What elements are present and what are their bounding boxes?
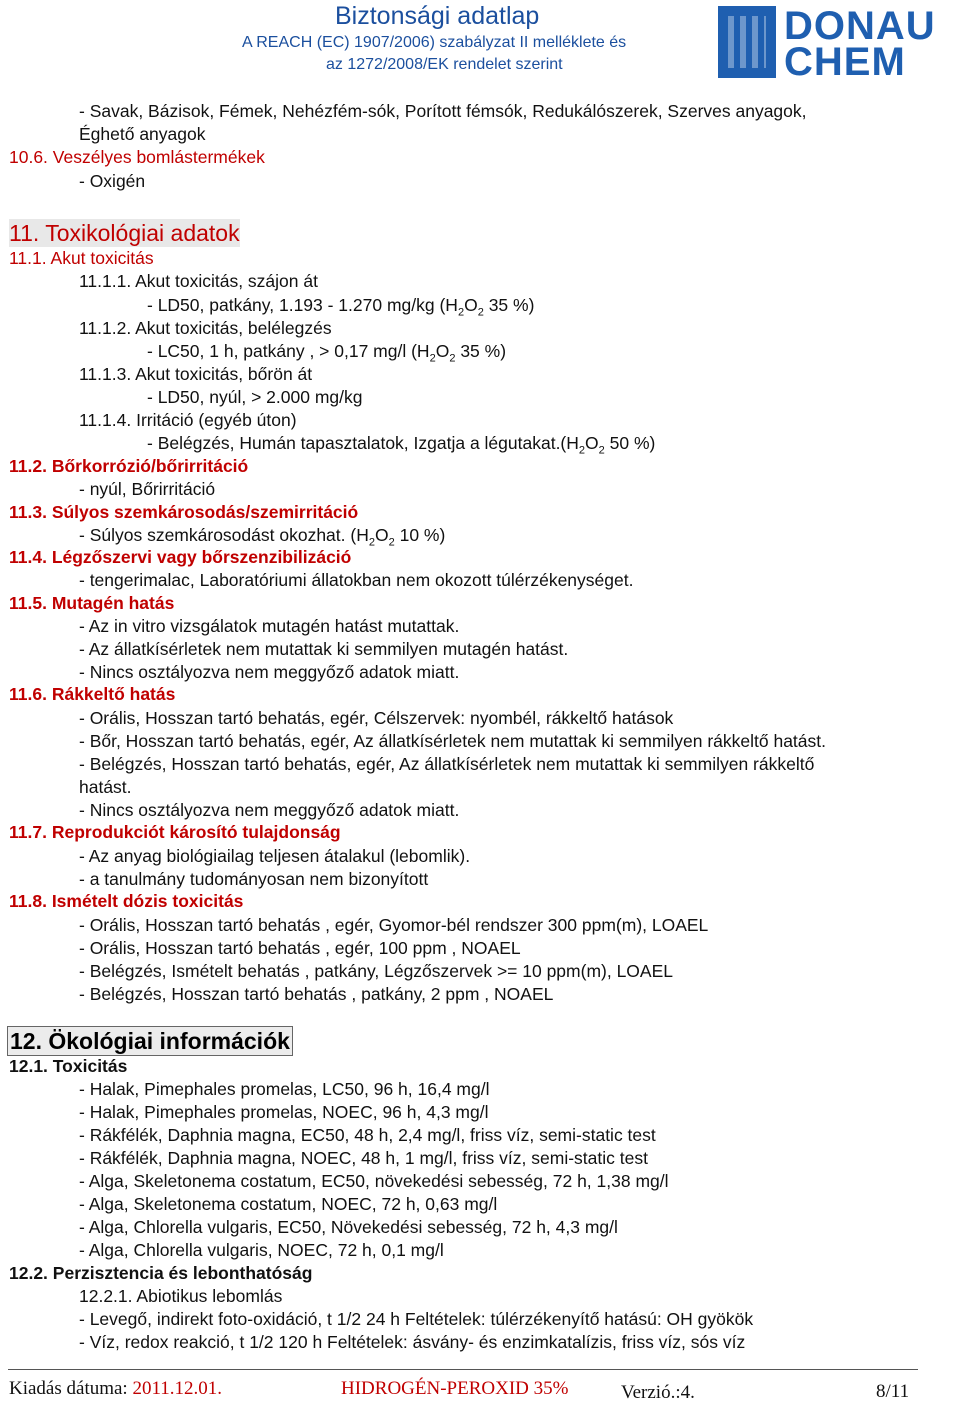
mutagen-entry-2: - Az állatkísérletek nem mutattak ki semmilyen mutagén hatást. xyxy=(79,639,569,659)
degradation-entry-2: - Víz, redox reakció, t 1/2 120 h Feltételek: ásvány- és enzimkatalízis, friss víz, sós víz xyxy=(79,1332,746,1352)
regulation-line-1: A REACH (EC) 1907/2006) szabályzat II melléklete és xyxy=(242,34,627,51)
logo-emblem-icon xyxy=(718,6,776,78)
repeat-dose-entry-1: - Orális, Hosszan tartó behatás , egér, Gyomor-bél rendszer 300 ppm(m), LOAEL xyxy=(79,915,709,935)
ecotox-entry-3: - Rákfélék, Daphnia magna, EC50, 48 h, 2,4 mg/l, friss víz, semi-static test xyxy=(79,1125,656,1145)
subsection-11-1-4: 11.1.4. Irritáció (egyéb úton) xyxy=(79,410,297,430)
subsection-12-2: 12.2. Perzisztencia és lebonthatóság xyxy=(9,1263,313,1283)
subsection-11-1-1: 11.1.1. Akut toxicitás, szájon át xyxy=(79,271,318,291)
mutagen-entry-1: - Az in vitro vizsgálatok mutagén hatást mutattak. xyxy=(79,616,460,636)
carcino-entry-3-cont: hatást. xyxy=(79,777,132,797)
ecotox-entry-4: - Rákfélék, Daphnia magna, NOEC, 48 h, 1 mg/l, friss víz, semi-static test xyxy=(79,1148,648,1168)
ecotox-entry-7: - Alga, Chlorella vulgaris, EC50, Növekedési sebesség, 72 h, 4,3 mg/l xyxy=(79,1217,618,1237)
inhal-lc50: - LC50, 1 h, patkány , > 0,17 mg/l ($H_2O_2$ 35 %) xyxy=(147,341,507,365)
eye-damage-entry: - Súlyos szemkárosodást okozhat. ($H_2O_2$ 10 %) xyxy=(79,525,446,549)
carcino-entry-3: - Belégzés, Hosszan tartó behatás, egér, Az állatkísérletek nem mutattak ki semmilyen rákkeltő xyxy=(79,754,815,774)
repeat-dose-entry-2: - Orális, Hosszan tartó behatás , egér, 100 ppm , NOAEL xyxy=(79,938,521,958)
subsection-11-1: 11.1. Akut toxicitás xyxy=(9,248,154,268)
incompat-line-1: - Savak, Bázisok, Fémek, Nehézfém-sók, Porított fémsók, Redukálószerek, Szerves anyagok, xyxy=(79,101,807,121)
subsection-11-8: 11.8. Ismételt dózis toxicitás xyxy=(9,891,244,911)
sensitisation-entry: - tengerimalac, Laboratóriumi állatokban nem okozott túlérzékenységet. xyxy=(79,570,634,590)
subsection-12-2-1: 12.2.1. Abiotikus lebomlás xyxy=(79,1286,283,1306)
mutagen-entry-3: - Nincs osztályozva nem meggyőző adatok miatt. xyxy=(79,662,460,682)
repeat-dose-entry-4: - Belégzés, Hosszan tartó behatás , patkány, 2 ppm , NOAEL xyxy=(79,984,554,1004)
ecotox-entry-1: - Halak, Pimephales promelas, LC50, 96 h, 16,4 mg/l xyxy=(79,1079,490,1099)
repro-entry-1: - Az anyag biológiailag teljesen átalakul (lebomlik). xyxy=(79,846,471,866)
subsection-11-6: 11.6. Rákkeltő hatás xyxy=(9,684,176,704)
skin-irritation-entry: - nyúl, Bőrirritáció xyxy=(79,479,216,499)
decomp-product: - Oxigén xyxy=(79,171,146,191)
subsection-11-3: 11.3. Súlyos szemkárosodás/szemirritáció xyxy=(9,502,359,522)
regulation-line-2: az 1272/2008/EK rendelet szerint xyxy=(326,56,563,73)
carcino-entry-2: - Bőr, Hosszan tartó behatás, egér, Az állatkísérletek nem mutattak ki semmilyen rákkeltő hatást. xyxy=(79,731,827,751)
subsection-11-5: 11.5. Mutagén hatás xyxy=(9,593,175,613)
irritation-entry: - Belégzés, Humán tapasztalatok, Izgatja a $légutakat.(H_2O_2$ 50 %) xyxy=(147,433,656,457)
repeat-dose-entry-3: - Belégzés, Ismételt behatás , patkány, Légzőszervek >= 10 ppm(m), LOAEL xyxy=(79,961,674,981)
subsection-12-1: 12.1. Toxicitás xyxy=(9,1056,128,1076)
carcino-entry-4: - Nincs osztályozva nem meggyőző adatok miatt. xyxy=(79,800,460,820)
oral-ld50: - LD50, patkány, 1.193 - 1.270 mg/kg ($H_2O_2$ 35 %) xyxy=(147,295,535,319)
subsection-11-7: 11.7. Reprodukciót károsító tulajdonság xyxy=(9,822,341,842)
subsection-11-1-3: 11.1.3. Akut toxicitás, bőrön át xyxy=(79,364,313,384)
subsection-10-6: 10.6. Veszélyes bomlástermékek xyxy=(9,147,265,167)
degradation-entry-1: - Levegő, indirekt foto-oxidáció, t 1/2 24 h Feltételek: túlérzékenyítő hatású: OH gyökök xyxy=(79,1309,754,1329)
ecotox-entry-2: - Halak, Pimephales promelas, NOEC, 96 h, 4,3 mg/l xyxy=(79,1102,489,1122)
subsection-11-4: 11.4. Légzőszervi vagy bőrszenzibilizáció xyxy=(9,547,352,567)
footer-divider xyxy=(8,1369,918,1370)
logo-word-1: DONAU xyxy=(784,4,936,48)
carcino-entry-1: - Orális, Hosszan tartó behatás, egér, Célszervek: nyombél, rákkeltő hatások xyxy=(79,708,674,728)
subsection-11-1-2: 11.1.2. Akut toxicitás, belélegzés xyxy=(79,318,332,338)
ecotox-entry-6: - Alga, Skeletonema costatum, NOEC, 72 h, 0,63 mg/l xyxy=(79,1194,498,1214)
section-12-heading: 12. Ökológiai információk xyxy=(7,1026,293,1056)
section-11-heading: 11. Toxikológiai adatok xyxy=(9,220,240,246)
ecotox-entry-5: - Alga, Skeletonema costatum, EC50, növekedési sebesség, 72 h, 1,38 mg/l xyxy=(79,1171,669,1191)
footer-version: Verzió.:4. xyxy=(621,1382,695,1403)
repro-entry-2: - a tanulmány tudományosan nem bizonyított xyxy=(79,869,429,889)
incompat-line-2: Éghető anyagok xyxy=(79,124,206,144)
page-header xyxy=(0,0,960,84)
footer-page-number: 8/11 xyxy=(876,1381,910,1402)
footer-issue-date: Kiadás dátuma: 2011.12.01. xyxy=(9,1378,223,1399)
subsection-11-2: 11.2. Bőrkorrózió/bőrirritáció xyxy=(9,456,249,476)
dermal-ld50: - LD50, nyúl, > 2.000 mg/kg xyxy=(147,387,363,407)
donau-chem-logo xyxy=(718,2,958,86)
logo-word-2: CHEM xyxy=(784,40,906,84)
footer-product-name: HIDROGÉN-PEROXID 35% xyxy=(341,1378,569,1399)
document-title: Biztonsági adatlap xyxy=(335,2,540,30)
ecotox-entry-8: - Alga, Chlorella vulgaris, NOEC, 72 h, 0,1 mg/l xyxy=(79,1240,444,1260)
